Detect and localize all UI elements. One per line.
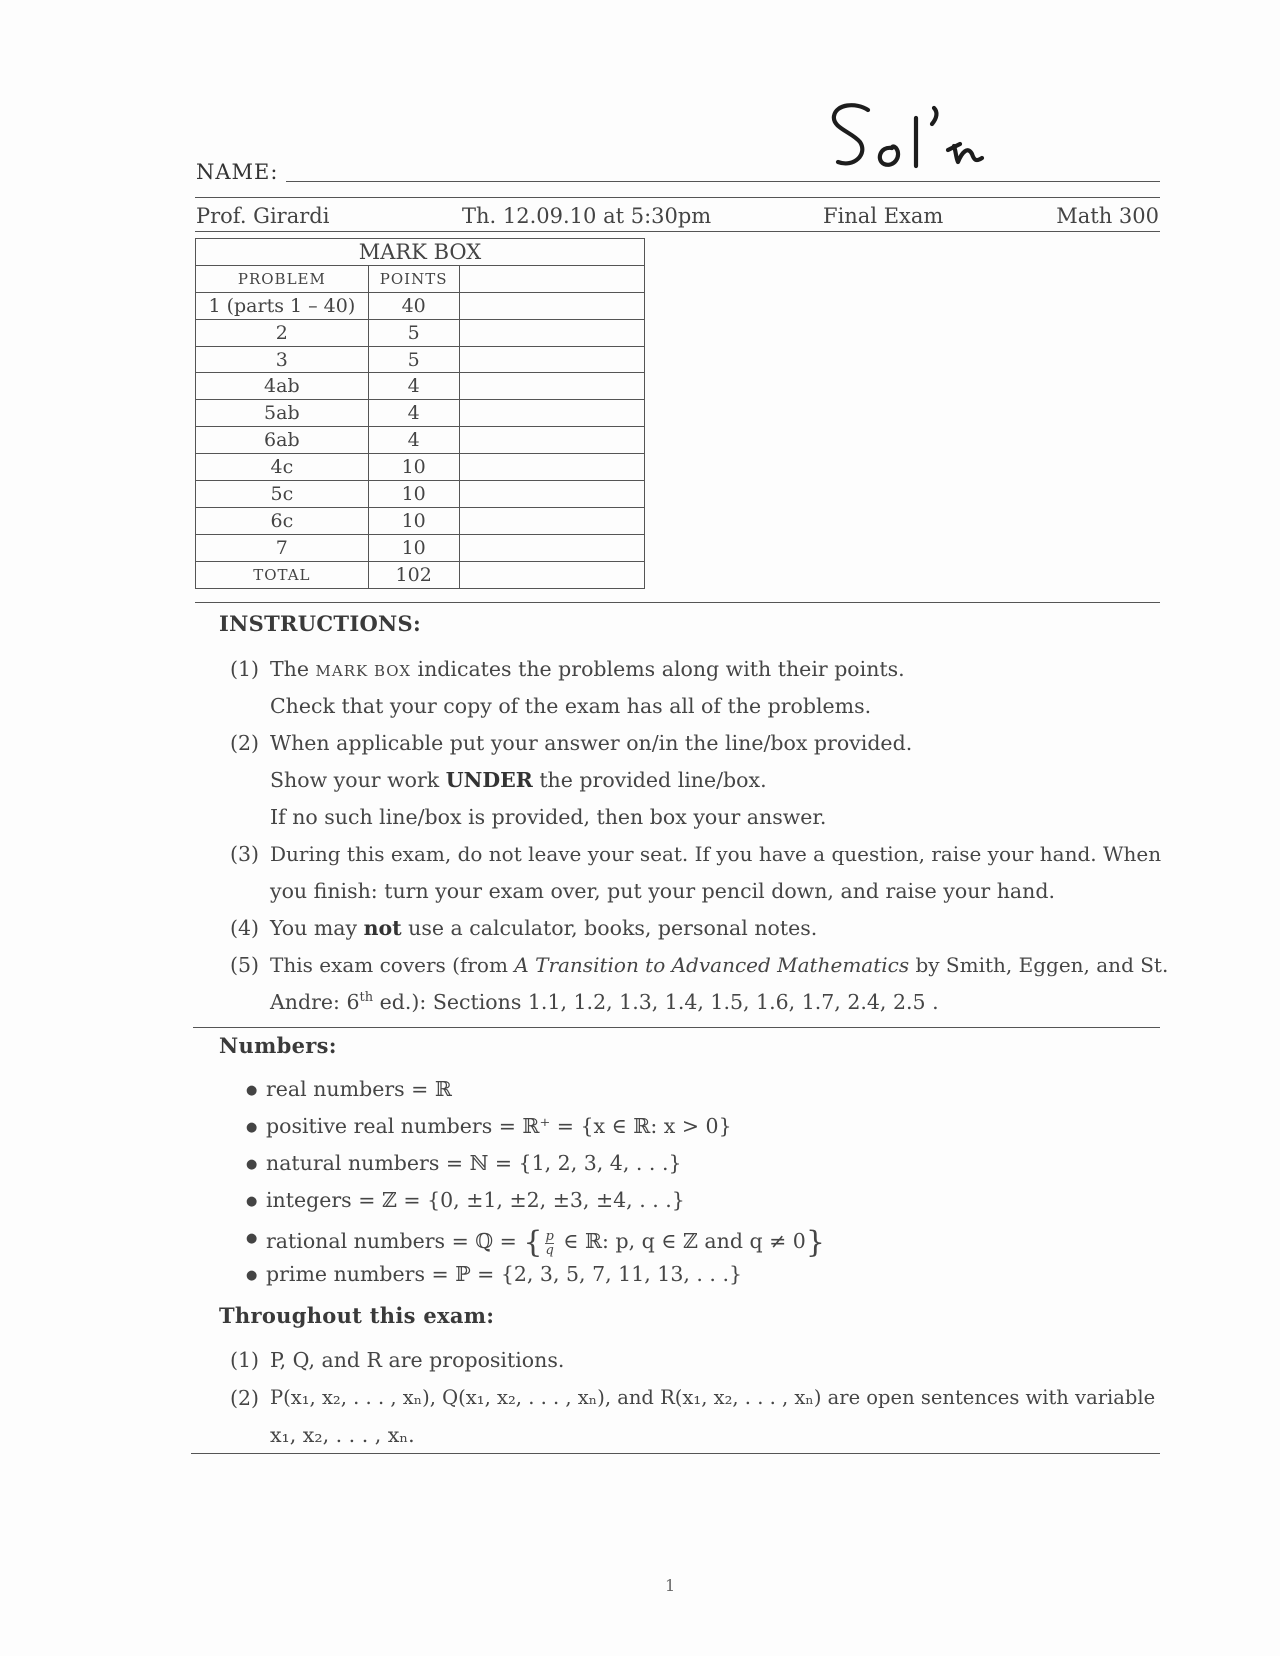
table-row [196,373,645,400]
instruction-text: the provided line/box. [532,768,767,792]
instruction-text: ed.): Sections 1.1, 1.2, 1.3, 1.4, 1.5, 1.6, 1.7, 2.4, 2.5 . [373,990,939,1014]
points-cell: 4 [368,427,459,454]
bullet-icon: ● [246,1268,258,1283]
instruction-3-line-1: During this exam, do not leave your seat. If you have a question, raise your hand. When [270,842,1162,866]
numbers-heading: Numbers: [219,1033,337,1058]
instructions-heading: INSTRUCTIONS: [219,611,422,636]
score-cell [459,400,644,427]
throughout-number: (1) [230,1348,260,1372]
instruction-text: indicates the problems along with their points. [411,657,905,681]
score-cell [459,481,644,508]
instruction-text: You may [270,916,364,940]
problem-cell: 5ab [196,400,369,427]
points-cell: 4 [368,400,459,427]
score-cell [459,427,644,454]
throughout-item-2-line-1: P(x₁, x₂, . . . , xₙ), Q(x₁, x₂, . . . , xₙ), and R(x₁, x₂, . . . , xₙ) are open sentences with variable [270,1386,1156,1409]
points-cell: 5 [368,319,459,346]
bullet-icon: ● [246,1194,258,1209]
natural-numbers-item: natural numbers = ℕ = {1, 2, 3, 4, . . .} [266,1151,682,1175]
points-cell: 10 [368,454,459,481]
signature-drawing [826,96,1006,188]
mark-box-header-row [196,265,645,292]
score-cell [459,507,644,534]
mark-box-reference: MARK BOX [315,662,412,680]
instruction-4-line-1 [270,916,817,940]
instruction-number: (1) [230,657,260,681]
problem-cell: 3 [196,346,369,373]
column-header-score [459,265,644,292]
left-brace: { [523,1225,543,1260]
column-header-points: POINTS [368,265,459,292]
table-row [196,319,645,346]
points-cell: 4 [368,373,459,400]
instruction-text: Show your work [270,768,446,792]
problem-cell: 7 [196,534,369,561]
instruction-2-line-3: If no such line/box is provided, then box your answer. [270,805,827,829]
instruction-2-line-1: When applicable put your answer on/in the line/box provided. [270,731,913,755]
fraction-p-over-q [545,1230,553,1257]
instructions-bottom-rule [193,1027,1160,1028]
score-cell [459,534,644,561]
header-top-rule [195,197,1160,198]
table-row [196,346,645,373]
table-row [196,534,645,561]
fraction-denominator: q [545,1243,554,1258]
instruction-1-line-1 [270,657,905,681]
problem-cell: 6ab [196,427,369,454]
instruction-2-line-2 [270,768,767,792]
throughout-item-1: P, Q, and R are propositions. [270,1348,565,1372]
real-numbers-item: real numbers = ℝ [266,1077,452,1101]
instruction-number: (4) [230,916,260,940]
professor-name: Prof. Girardi [196,204,330,228]
prime-numbers-item: prime numbers = ℙ = {2, 3, 5, 7, 11, 13, . . .} [266,1262,743,1286]
mark-box-table [195,238,645,589]
score-cell [459,319,644,346]
rational-numbers-item [266,1225,825,1260]
score-cell [459,454,644,481]
bullet-icon: ● [246,1120,258,1135]
score-cell [459,373,644,400]
integers-item: integers = ℤ = {0, ±1, ±2, ±3, ±4, . . .} [266,1188,685,1212]
bullet-icon: ● [246,1157,258,1172]
instruction-number: (5) [230,953,260,977]
instruction-1-line-2: Check that your copy of the exam has all of the problems. [270,694,872,718]
right-brace: } [805,1225,825,1260]
problem-cell: 4c [196,454,369,481]
course-name: Math 300 [1056,204,1159,228]
exam-datetime: Th. 12.09.10 at 5:30pm [462,204,712,228]
instruction-5-line-2 [270,990,939,1014]
markbox-bottom-rule [195,602,1160,603]
header-bottom-rule [195,231,1160,232]
problem-cell: 1 (parts 1 – 40) [196,292,369,319]
emphasis-not: not [363,916,402,940]
throughout-number: (2) [230,1386,260,1410]
table-row [196,507,645,534]
points-cell: 10 [368,481,459,508]
table-row [196,481,645,508]
points-cell: 5 [368,346,459,373]
instruction-text: Andre: 6 [270,990,360,1014]
table-row [196,454,645,481]
bullet-icon: ● [246,1083,258,1098]
total-score-cell [459,561,644,588]
book-title: A Transition to Advanced Mathematics [514,953,910,977]
problem-cell: 6c [196,507,369,534]
instruction-text: use a calculator, books, personal notes. [401,916,818,940]
total-label: TOTAL [196,561,369,588]
handwritten-signature [826,96,1006,188]
throughout-bottom-rule [191,1453,1160,1454]
points-cell: 40 [368,292,459,319]
instruction-text: The [270,657,316,681]
instruction-5-line-1 [270,953,1168,977]
rational-text: rational numbers = ℚ = [266,1229,524,1253]
fraction-numerator: p [545,1229,554,1244]
name-line [286,181,1160,182]
superscript-th: th [359,990,374,1006]
positive-reals-item: positive real numbers = ℝ⁺ = {x ∈ ℝ: x > 0} [266,1114,732,1138]
bullet-icon: ● [246,1231,258,1246]
total-points: 102 [368,561,459,588]
instruction-3-line-2: you finish: turn your exam over, put your pencil down, and raise your hand. [270,879,1055,903]
problem-cell: 2 [196,319,369,346]
exam-title: Final Exam [823,204,944,228]
total-row [196,561,645,588]
instruction-number: (3) [230,842,260,866]
emphasis-under: UNDER [445,768,533,792]
score-cell [459,346,644,373]
table-row [196,400,645,427]
score-cell [459,292,644,319]
instruction-number: (2) [230,731,260,755]
instruction-text: by Smith, Eggen, and St. [909,953,1169,977]
page-number: 1 [665,1576,676,1595]
rational-text: ∈ ℝ: p, q ∈ ℤ and q ≠ 0 [556,1229,806,1253]
instruction-text: This exam covers (from [270,953,515,977]
name-label: NAME: [196,160,279,184]
problem-cell: 4ab [196,373,369,400]
mark-box-title: MARK BOX [196,239,645,266]
problem-cell: 5c [196,481,369,508]
throughout-item-2-line-2: x₁, x₂, . . . , xₙ. [270,1423,415,1447]
points-cell: 10 [368,534,459,561]
mark-box-title-row [196,239,645,266]
throughout-heading: Throughout this exam: [219,1303,495,1328]
table-row [196,427,645,454]
table-row [196,292,645,319]
column-header-problem: PROBLEM [196,265,369,292]
points-cell: 10 [368,507,459,534]
